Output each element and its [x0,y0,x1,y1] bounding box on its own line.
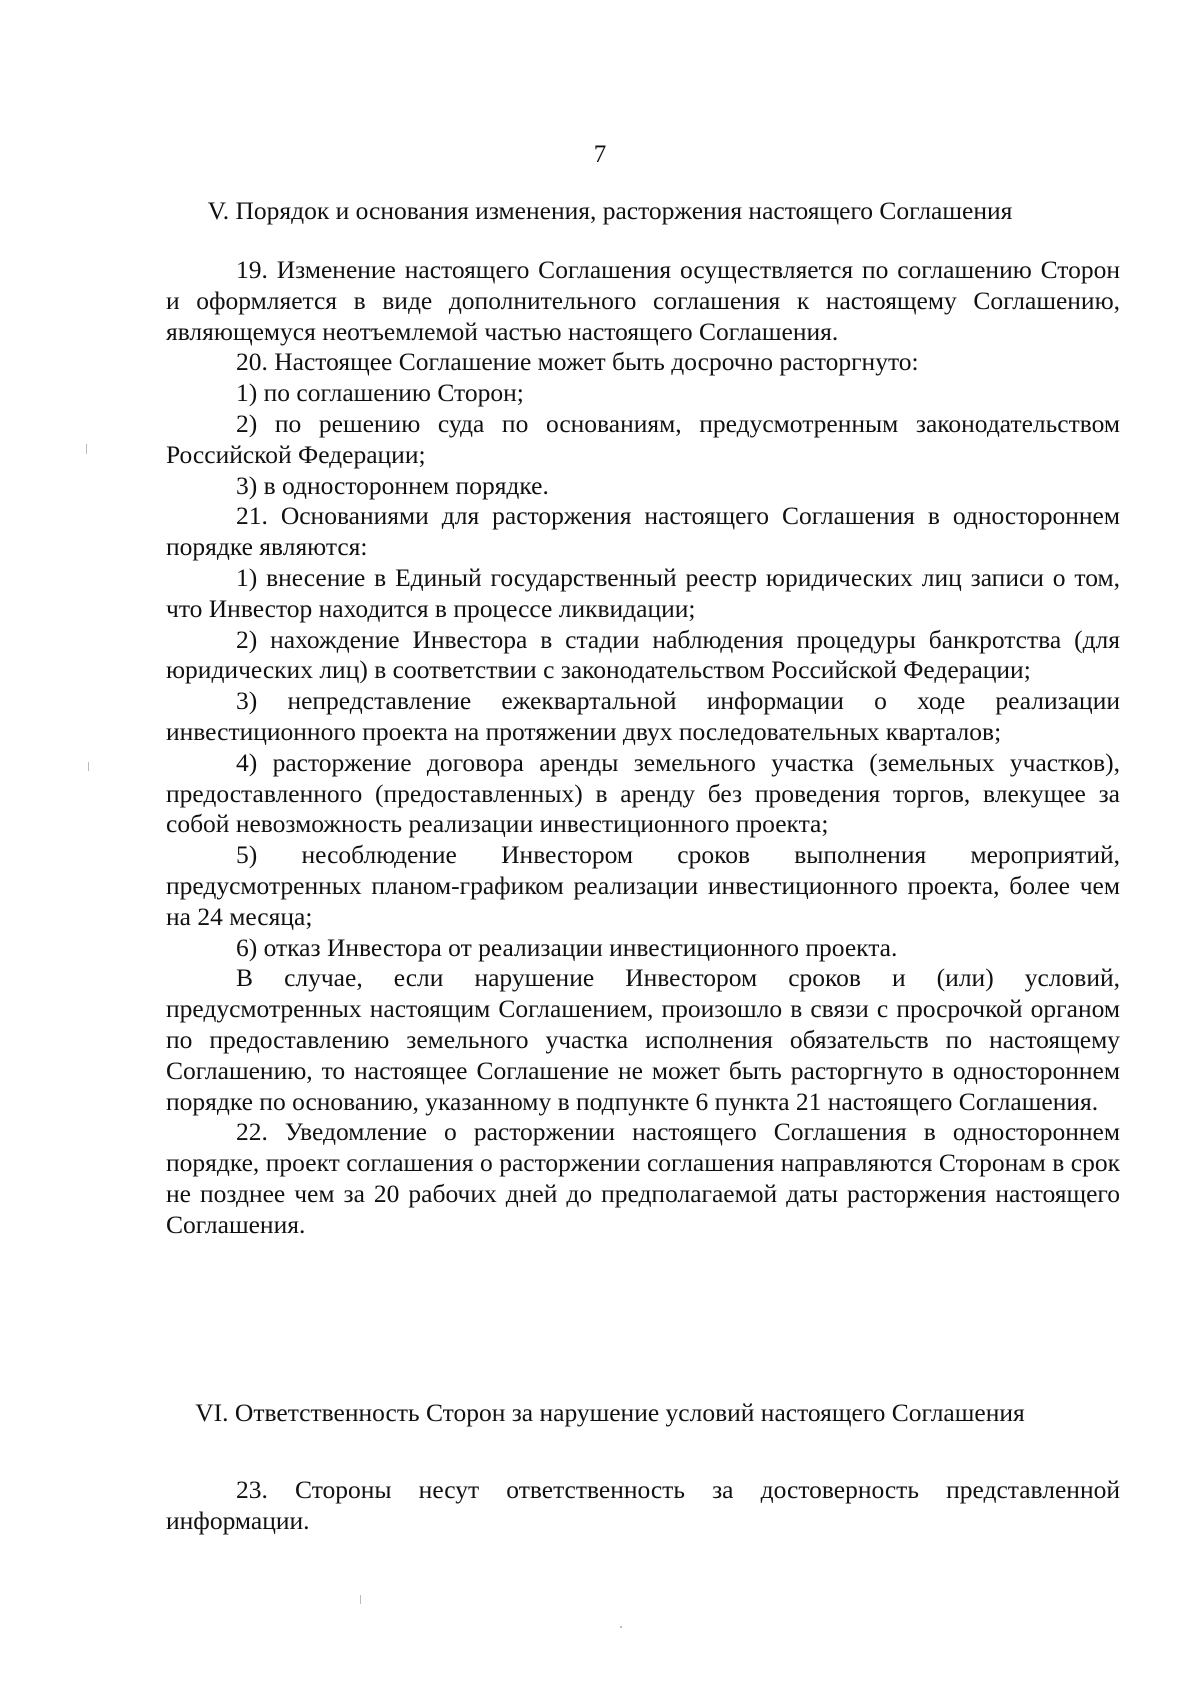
paragraph-19: 19. Изменение настоящего Соглашения осуществляется по соглашению Сторон и оформляется в виде дополнительного соглашения к настоящему Соглашению, являющемуся неотъемлемой частью настоящего Соглашения. [166,255,1120,346]
section-heading-vi: VI. Ответственность Сторон за нарушение условий настоящего Соглашения [195,1398,1025,1427]
paragraph-23: 23. Стороны несут ответственность за достоверность представленной информации. [166,1475,1120,1535]
paragraph-21-item-1: 1) внесение в Единый государственный реестр юридических лиц записи о том, что Инвестор находится в процессе ликвидации; [166,562,1120,623]
paragraph-21-item-6: 6) отказ Инвестора от реализации инвестиционного проекта. [236,932,898,962]
paragraph-20: 20. Настоящее Соглашение может быть досрочно расторгнуто: [236,347,919,377]
paragraph-21-item-5: 5) несоблюдение Инвестором сроков выполнения мероприятий, предусмотренных планом-графиком реализации инвестиционного проекта, более чем на 24 месяца; [166,840,1120,931]
scan-speck [86,444,87,454]
scan-speck [88,762,89,771]
scan-speck [360,1595,361,1604]
section-heading-v: V. Порядок и основания изменения, расторжения настоящего Соглашения [207,196,1013,225]
paragraph-21-item-3: 3) непредставление ежеквартальной информации о ходе реализации инвестиционного проекта на протяжении двух последовательных кварталов; [166,686,1120,746]
paragraph-20-item-2: 2) по решению суда по основаниям, предусмотренным законодательством Российской Федерации; [166,408,1120,469]
paragraph-22: 22. Уведомление о расторжении настоящего Соглашения в одностороннем порядке, проект соглашения о расторжении соглашения направляются Сторонам в срок не позднее чем за 20 рабочих дней до предполагаемой даты расторжения настоящего Соглашения. [166,1117,1120,1239]
paragraph-21-exception: В случае, если нарушение Инвестором сроков и (или) условий, предусмотренных настоящим Соглашением, произошло в связи с просрочкой органом по предоставлению земельного участка исполнения обязательств по настоящему Соглашению, то настоящее Соглашение не может быть расторгнуто в одностороннем порядке по основанию, указанному в подпункте 6 пункта 21 настоящего Соглашения. [166,963,1120,1116]
paragraph-21-item-2: 2) нахождение Инвестора в стадии наблюдения процедуры банкротства (для юридических лиц) в соответствии с законодательством Российской Федерации; [166,624,1120,685]
section-body-v [166,255,1120,1241]
section-body-vi [166,1475,1120,1537]
paragraph-21-item-4: 4) расторжение договора аренды земельного участка (земельных участков), предоставленного (предоставленных) в аренду без проведения торгов, влекущее за собой невозможность реализации инвестиционного проекта; [166,747,1120,839]
scan-speck [620,1626,622,1628]
paragraph-21: 21. Основаниями для расторжения настоящего Соглашения в одностороннем порядке являются: [166,501,1120,562]
paragraph-20-item-3: 3) в одностороннем порядке. [236,470,549,500]
page-number: 7 [593,141,607,168]
paragraph-20-item-1: 1) по соглашению Сторон; [236,378,524,408]
